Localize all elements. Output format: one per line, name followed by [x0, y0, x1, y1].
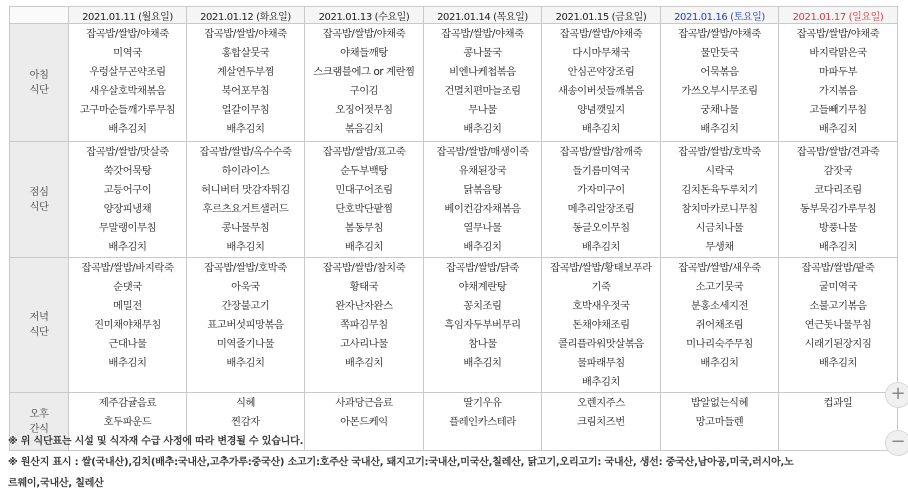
menu-item: 안심곤약장조림	[567, 66, 635, 78]
menu-item: 참치마카로니무침	[681, 203, 758, 215]
menu-item: 오징어젓무침	[335, 104, 393, 116]
menu-item: 간장불고기	[221, 300, 270, 312]
menu-item: 감잣국	[823, 165, 853, 177]
menu-item: 궁채나물	[700, 104, 739, 116]
menu-item: 아욱국	[231, 281, 260, 293]
menu-cell	[661, 24, 779, 142]
menu-item: 배추김치	[818, 357, 858, 369]
menu-item: 배추김치	[108, 241, 147, 253]
plus-icon: +	[890, 383, 906, 404]
menu-item: 연근돗나물무침	[804, 319, 872, 331]
day-header: 2021.01.12 (화요일)	[187, 7, 305, 24]
menu-cell	[69, 142, 187, 258]
menu-item: 찐감자	[231, 416, 260, 428]
menu-item: 배추김치	[226, 357, 265, 369]
menu-item: 아몬드케익	[340, 416, 388, 428]
menu-item: 새송이버섯들깨볶음	[558, 85, 644, 97]
menu-item: 잡곡밥/쌀밥/야채죽	[441, 28, 524, 40]
menu-item: 배추김치	[581, 376, 621, 388]
meal-label	[10, 24, 69, 142]
menu-item: 굴미역국	[818, 281, 858, 293]
menu-item: 배추김치	[818, 241, 858, 253]
menu-item: 고등어구이	[103, 184, 152, 196]
menu-item: 무생채	[705, 241, 734, 253]
menu-item: 배추김치	[108, 357, 147, 369]
menu-item: 코다리조림	[814, 184, 862, 196]
menu-item: 잡곡밥/쌀밥/야채죽	[322, 28, 406, 40]
menu-item: 잡곡밥/쌀밥/참치죽	[322, 262, 406, 274]
zoom-in-button[interactable]	[885, 382, 908, 408]
menu-item: 사과당근음료	[335, 397, 393, 409]
meal-label	[10, 258, 69, 393]
menu-item: 순댓국	[113, 281, 142, 293]
menu-item: 민대구어조림	[335, 184, 393, 196]
menu-item: 꽁치조림	[463, 300, 502, 312]
menu-item: 잡곡밥/쌀밥/야채죽	[559, 28, 643, 40]
menu-item: 소불고기볶음	[809, 300, 867, 312]
menu-item: 열무나물	[463, 222, 502, 234]
menu-item: 잡곡밥/쌀밥/야채죽	[204, 28, 287, 40]
menu-item: 어묵볶음	[700, 66, 739, 78]
menu-item: 구이김	[349, 85, 379, 97]
menu-item: 잡곡밥/쌀밥/야채죽	[678, 28, 761, 40]
menu-item: 황태국	[349, 281, 379, 293]
menu-item: 들기름미역국	[572, 165, 630, 177]
menu-item: 고구마순들깨가루무침	[79, 104, 176, 116]
menu-cell	[779, 142, 898, 258]
menu-item: 잡곡밥/쌀밥/호박죽	[678, 146, 761, 158]
menu-item: 배추김치	[463, 357, 502, 369]
menu-item: 돈채야채조림	[572, 319, 630, 331]
menu-item: 흑임자두부버무리	[444, 319, 521, 331]
menu-item: 가지볶음	[818, 85, 858, 97]
menu-item: 스크램블에그 or 계란찜	[313, 66, 415, 78]
menu-item: 배추김치	[700, 123, 739, 135]
menu-item: 잡곡밥/쌀밥/닭죽	[446, 262, 519, 274]
day-header-sunday: 2021.01.17 (일요일)	[779, 7, 898, 24]
menu-cell	[69, 24, 187, 142]
menu-cell	[779, 24, 898, 142]
menu-item: 건멸치편마늘조림	[444, 85, 521, 97]
menu-item: 고사리나물	[340, 338, 388, 350]
minus-icon: −	[890, 431, 906, 452]
meal-label	[10, 142, 69, 258]
menu-item: 얼갈이무침	[221, 104, 270, 116]
menu-item: 단호박단팥찜	[335, 203, 393, 215]
menu-item: 무나물	[468, 104, 497, 116]
menu-item: 배추김치	[818, 123, 858, 135]
menu-item: 물만둣국	[700, 47, 739, 59]
menu-item: 허니버터 맛감자튀김	[201, 184, 290, 196]
menu-cell	[542, 24, 661, 142]
menu-item: 배추김치	[700, 357, 739, 369]
day-header: 2021.01.15 (금요일)	[542, 7, 661, 24]
menu-item: 완자난자완스	[335, 300, 393, 312]
origin-text: ※ 원산지 표시 : 쌀(국내산),김치(배추:국내산,고추가루:중국산) 소고기:호주산 국내산, 돼지고기:국내산,미국산,칠레산, 닭고기,오리고기: 국내산, 생선: 중국산,남아공,미국,러시아,노	[8, 457, 794, 468]
menu-item: 가자미구이	[577, 184, 625, 196]
menu-item: 컵과일	[823, 397, 853, 409]
menu-item: 참나물	[468, 338, 497, 350]
menu-item: 잡곡밥/쌀밥/바지락죽	[81, 262, 174, 274]
menu-item: 잡곡밥/쌀밥/새우죽	[678, 262, 761, 274]
menu-item: 망고마들렌	[695, 416, 744, 428]
menu-item: 쥐어채조림	[695, 319, 744, 331]
menu-item: 방풍나물	[818, 222, 858, 234]
menu-cell	[661, 142, 779, 258]
menu-item: 홍합살뭇국	[221, 47, 270, 59]
menu-item: 양장피냉채	[103, 203, 152, 215]
meal-label-line: 아침	[29, 68, 49, 81]
menu-item: 볶음김치	[344, 123, 384, 135]
menu-item: 잡곡밥/쌀밥/호박죽	[204, 262, 287, 274]
meal-label-line: 식단	[29, 326, 49, 338]
meal-row	[10, 142, 898, 258]
menu-item: 물파래무침	[577, 357, 625, 369]
menu-cell	[542, 258, 661, 393]
menu-item: 쪽파김무침	[340, 319, 388, 331]
menu-cell	[305, 258, 424, 393]
menu-item: 시락국	[705, 165, 734, 177]
notes	[8, 431, 908, 494]
menu-item: 고들빼기무침	[809, 104, 867, 116]
menu-item: 배추김치	[226, 123, 265, 135]
menu-item: 계살연두부찜	[216, 66, 275, 78]
menu-item: 닭볶음탕	[463, 184, 502, 196]
menu-item: 표고버섯피망볶음	[207, 319, 284, 331]
menu-cell	[661, 258, 779, 393]
menu-item: 배추김치	[463, 123, 502, 135]
meal-label-line: 오후	[29, 407, 49, 420]
day-header: 2021.01.13 (수요일)	[305, 7, 424, 24]
menu-item: 비엔나케첩볶음	[449, 66, 516, 78]
menu-item: 소고기뭇국	[695, 281, 744, 293]
menu-item: 시금치나물	[695, 222, 744, 234]
menu-item: 무말랭이무침	[98, 222, 157, 234]
menu-item: 식혜	[235, 397, 256, 409]
menu-cell	[424, 258, 542, 393]
menu-item: 배추김치	[581, 241, 621, 253]
menu-item: 동글오이무침	[572, 222, 630, 234]
menu-item: 순두부백탕	[340, 165, 388, 177]
menu-item: 양념깻잎지	[577, 104, 625, 116]
meal-row	[10, 258, 898, 393]
menu-item: 잡곡밥/쌀밥/황태보푸라기죽	[550, 262, 652, 293]
meal-label-line: 식단	[29, 83, 49, 96]
menu-item: 배추김치	[108, 123, 147, 135]
day-header: 2021.01.14 (목요일)	[424, 7, 542, 24]
menu-item: 배추김치	[463, 241, 502, 253]
weekly-menu-table	[9, 6, 898, 451]
menu-item: 진미채야채무침	[94, 319, 161, 331]
menu-item: 야채계란탕	[458, 281, 507, 293]
menu-item: 콩나물무침	[221, 222, 270, 234]
menu-item: 잡곡밥/쌀밥/팥죽	[801, 262, 875, 274]
origin-text-continued: 르웨이,국내산, 칠레산	[8, 478, 104, 489]
menu-item: 동부묵김가루무침	[799, 203, 877, 215]
menu-item: 시래기된장지짐	[804, 338, 872, 350]
menu-item: 잡곡밥/쌀밥/견과죽	[796, 146, 880, 158]
notice-text: ※ 위 식단표는 시설 및 식자재 수급 사정에 따라 변경될 수 있습니다.	[8, 436, 304, 447]
meal-label-line: 저녁	[29, 311, 49, 323]
menu-item: 김치돈육두루치기	[681, 184, 758, 196]
menu-cell	[187, 258, 305, 393]
meal-label-line: 간식	[29, 422, 49, 435]
menu-item: 플레인카스테라	[449, 416, 516, 428]
menu-cell	[424, 142, 542, 258]
menu-item: 제주감귤음료	[98, 397, 157, 409]
menu-cell	[779, 258, 898, 393]
header-corner	[10, 7, 69, 24]
menu-item: 배추김치	[226, 241, 265, 253]
meal-label-line: 식단	[29, 200, 49, 213]
day-header: 2021.01.11 (월요일)	[69, 7, 187, 24]
menu-item: 콜리플라워맛살볶음	[558, 338, 644, 350]
menu-item: 미나리숙주무침	[686, 338, 753, 350]
menu-item: 배추김치	[581, 123, 621, 135]
menu-item: 잡곡밥/쌀밥/참깨죽	[559, 146, 643, 158]
menu-cell	[424, 24, 542, 142]
menu-item: 미역국	[113, 47, 142, 59]
menu-item: 후르츠요거트샐러드	[202, 203, 289, 215]
menu-cell	[542, 142, 661, 258]
menu-cell	[187, 142, 305, 258]
menu-item: 잡곡밥/쌀밥/야채죽	[86, 28, 169, 40]
menu-item: 봄동무침	[344, 222, 384, 234]
menu-item: 크림치즈번	[577, 416, 625, 428]
menu-item: 배추김치	[344, 357, 384, 369]
menu-item: 잡곡밥/쌀밥/옥수수죽	[199, 146, 292, 158]
menu-item: 근대나물	[108, 338, 147, 350]
menu-cell	[305, 142, 424, 258]
menu-item: 북어포무침	[221, 85, 270, 97]
zoom-out-button[interactable]	[885, 430, 908, 456]
meal-label-line: 점심	[29, 185, 49, 198]
menu-item: 잡곡밥/쌀밥/야채죽	[796, 28, 880, 40]
day-header-saturday: 2021.01.16 (토요일)	[661, 7, 779, 24]
menu-item: 호박새우젓국	[572, 300, 630, 312]
menu-item: 유채된장국	[458, 165, 507, 177]
menu-item: 딸기우유	[463, 397, 502, 409]
menu-item: 하이라이스	[221, 165, 270, 177]
menu-cell	[305, 24, 424, 142]
menu-item: 가쓰오부시무조림	[681, 85, 758, 97]
menu-item: 베이컨감자채볶음	[444, 203, 521, 215]
menu-item: 메추리알장조림	[567, 203, 635, 215]
menu-item: 잡곡밥/쌀밥/매생이죽	[436, 146, 529, 158]
menu-item: 새우살호박채볶음	[89, 85, 166, 97]
menu-item: 메밀전	[113, 300, 142, 312]
menu-item: 분홍소세지전	[690, 300, 749, 312]
menu-item: 콩나물국	[463, 47, 502, 59]
menu-cell	[187, 24, 305, 142]
menu-cell	[69, 258, 187, 393]
date-header-row	[10, 7, 898, 24]
menu-item: 미역줄기나물	[216, 338, 275, 350]
menu-item: 바지락맑은국	[809, 47, 867, 59]
meal-row	[10, 24, 898, 142]
menu-item: 잡곡밥/쌀밥/맛살죽	[86, 146, 169, 158]
menu-item: 마파두부	[818, 66, 858, 78]
menu-item: 우렁살무곤약조림	[89, 66, 166, 78]
menu-item: 다시마무채국	[572, 47, 630, 59]
menu-item: 호두파운드	[103, 416, 152, 428]
menu-item: 야채들깨탕	[340, 47, 388, 59]
menu-item: 밥알없는식혜	[690, 397, 749, 409]
menu-item: 잡곡밥/쌀밥/표고죽	[322, 146, 406, 158]
menu-item: 쑥갓어묵탕	[103, 165, 152, 177]
menu-item: 오렌지주스	[577, 397, 625, 409]
menu-item: 배추김치	[344, 241, 384, 253]
